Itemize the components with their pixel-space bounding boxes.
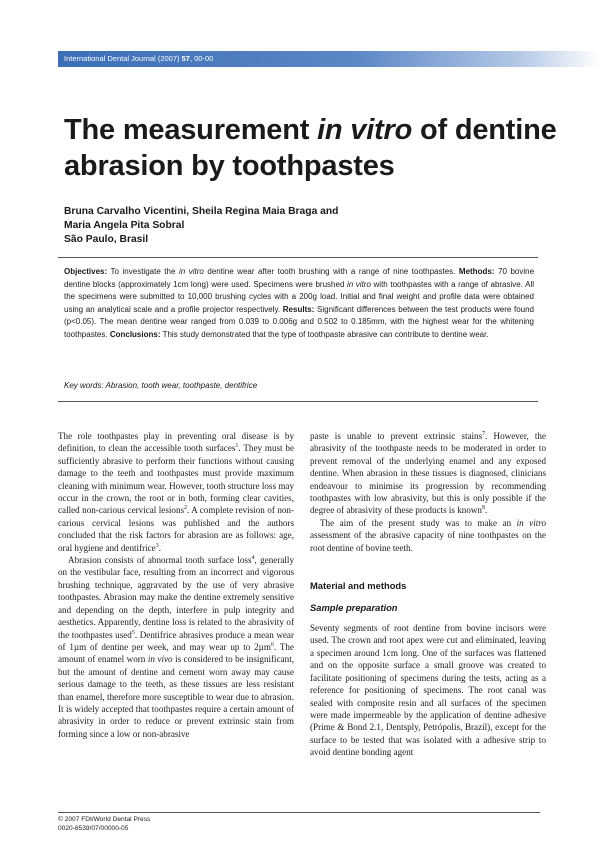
keywords: Key words: Abrasion, tooth wear, toothpaste, dentifrice — [64, 381, 258, 390]
methods-label: Methods: — [458, 267, 495, 276]
subsection-heading: Sample preparation — [310, 602, 398, 614]
article-title: The measurement in vitro of dentine abrasion by toothpastes — [64, 114, 557, 182]
reference-marker: 3 — [155, 542, 159, 549]
authors-line-2: Maria Angela Pita Sobral — [64, 220, 185, 231]
paragraph: The role toothpastes play in preventing oral disease is by definition, to clean the accessible tooth surfaces$^1$. They must be sufficiently abrasive to perform their functions without causing damage to the teeth and toothpastes must provide maximum cleaning with minimum wear. However, tooth structure loss may occur in the crown, the root or in both, forming clear cavities, called non-carious cervical lesions$^2$. A complete revision of non-carious cervical lesions was published and the authors concluded that the risk factors for abrasion are as follows: age, oral hygiene and dentifrice$^3$. — [58, 431, 294, 553]
conclusions-label: Conclusions: — [109, 329, 161, 339]
reference-marker: 2 — [184, 505, 188, 512]
reference-marker: 8 — [481, 505, 485, 512]
reference-marker: 6 — [270, 641, 274, 648]
journal-name: International Dental Journal — [64, 54, 156, 63]
abstract-bottom-rule — [58, 401, 538, 402]
journal-pages: , 00-00 — [189, 54, 214, 63]
paragraph: Seventy segments of root dentine from bovine incisors were used. The crown and root apex were cut and eliminated, leaving a specimen around 1cm long. One of the surfaces was flattened and on the opposite surface a small groove was created to facilitate positioning of specimens during the tests, acting as a reference for positioning of specimens. The root canal was sealed with composite resin and all surfaces of the specimen were made impermeable by the application of dentine adhesive (Prime & Bond 2.1, Dentsply, Petrópolis, Brazil), except for the surface to be tested that was isolated with a adhesive strip to avoid dentine bonding agent — [310, 623, 546, 758]
author-location: São Paulo, Brasil — [64, 234, 149, 245]
body-column-left — [58, 430, 294, 740]
article-code: 0020-6539/07/00000-05 — [58, 825, 129, 832]
reference-marker: 4 — [251, 555, 255, 562]
title-italic: in vitro — [317, 114, 413, 146]
footer-rule — [58, 812, 540, 813]
journal-volume: 57 — [181, 54, 190, 63]
body-column-right — [310, 430, 546, 759]
authors-line-1: Bruna Carvalho Vicentini, Sheila Regina Maia Braga and — [64, 206, 339, 217]
paragraph: Abrasion consists of abnormal tooth surface loss$^4$, generally on the vestibular face, resulting from an incorrect and vigorous brushing technique, aggravated by the use of very abrasive toothpastes. Abrasion may make the dentine extremely sensitive and depending on the depth, interfere in pulp integrity and aesthetics. Apparently, dentine loss is related to the abrasivity of the toothpastes used$^5$. Dentifrice abrasives produce a mean wear of 1µm of dentine per week, and may wear up to 2µm$^6$. The amount of enamel worn in vivo is considered to be insignificant, but the amount of dentine and cement worn away may cause serious damage to the teeth, as these tissues are less resistant than enamel, therefore more susceptible to wear due to abrasion. It is widely accepted that toothpastes require a certain amount of abrasivity in order to reduce or prevent extrinsic stain from forming since a low or non-abrasive — [58, 555, 295, 739]
reference-marker: 7 — [482, 430, 486, 437]
paragraph: paste is unable to prevent extrinsic stains$^7$. However, the abrasivity of the toothpaste needs to be moderated in order to prevent removal of the underlying enamel and any exposed dentine. When abrasion in these tissues is diagnosed, clinicians endeavour to minimise its progression by recommending toothpastes with low abrasivity, but this is only possible if the degree of abrasivity of these products is known$^8$. — [310, 430, 547, 516]
journal-citation — [64, 53, 213, 65]
abstract: Objectives: To investigate the in vitro dentine wear after tooth brushing with a range of nine toothpastes. Methods: 70 bovine dentine blocks (approximately 1cm long) were used. Specimens were brushed in vitro with toothpastes with a range of abrasive. All the specimens were submitted to 10,000 brushing cycles with a 200g load. Initial and final weight and profile data were obtained using an analytical scale and a profile projector respectively. Results: Significant differences between the test products were found (p<0.05). The mean dentine wear ranged from 0.039 to 0.006g and 0.502 to 0.185mm, with the highest wear for the whitening toothpastes. Conclusions: This study demonstrated that the type of toothpaste abrasive can contribute to dentine wear. — [64, 267, 535, 339]
section-heading: Material and methods — [310, 580, 407, 592]
page-footer — [58, 815, 150, 833]
reference-marker: 5 — [131, 629, 135, 636]
reference-marker: 1 — [235, 443, 239, 450]
abstract-top-rule — [58, 257, 538, 258]
journal-year: (2007) — [157, 54, 180, 63]
results-label: Results: — [282, 304, 315, 314]
author-block — [64, 205, 484, 247]
paragraph: The aim of the present study was to make an in vitro assessment of the abrasive capacity of nine toothpastes on the root dentine of bovine teeth. — [310, 517, 547, 553]
objectives-label: Objectives: — [64, 267, 108, 276]
copyright-line: © 2007 FDI/World Dental Press — [58, 816, 151, 823]
